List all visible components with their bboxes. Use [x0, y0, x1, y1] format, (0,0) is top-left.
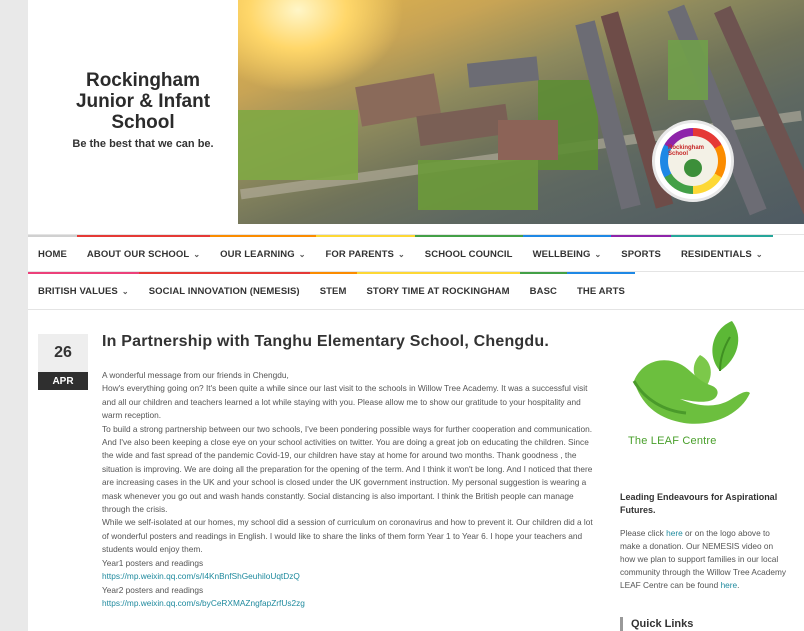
sidebar-text-part: Please click [620, 528, 667, 538]
post-paragraph: How's everything going on? It's been quite a while since our last visit to the schools in Willow Tree Academy. It was a successful visit and all our children and teachers learned a lot while staying with you. Please allow me to show our gratitude to your hospitality and warm reception. [102, 383, 588, 421]
nav-label: WELLBEING [532, 248, 591, 260]
nav-item-story-time[interactable] [357, 272, 520, 309]
school-tagline: Be the best that we can be. [72, 138, 214, 150]
nav-item-for-parents[interactable] [316, 235, 415, 271]
school-badge-logo [652, 120, 734, 202]
nav-label: SCHOOL COUNCIL [424, 248, 513, 260]
nav-label: BRITISH VALUES [38, 286, 118, 297]
sidebar [620, 315, 790, 592]
leaf-hand-icon [620, 315, 760, 435]
main-navigation [28, 234, 804, 310]
post-date-day: 26 [38, 334, 88, 372]
page [28, 0, 804, 631]
year2-link[interactable]: https://mp.weixin.qq.com/s/byCeRXMAZngfapZrfUs2zg [102, 597, 305, 608]
chevron-down-icon: ⌄ [594, 249, 602, 259]
nav-item-british-values[interactable] [28, 272, 139, 309]
donation-link[interactable]: here [666, 528, 683, 538]
post-date-month: APR [38, 372, 88, 390]
sidebar-heading: Leading Endeavours for Aspirational Futures. [620, 492, 778, 515]
sidebar-text-part: or on the logo above to make a donation. Our NEMESIS video on how we plan to support families in our local community through the Willow Tree Academy LEAF Centre can be found [620, 528, 787, 590]
nav-label: FOR PARENTS [325, 248, 394, 260]
nav-item-sports[interactable] [611, 235, 671, 271]
nav-label: HOME [38, 248, 67, 260]
chevron-down-icon: ⌄ [298, 249, 306, 259]
nav-label: SOCIAL INNOVATION (NEMESIS) [148, 286, 300, 297]
year1-link[interactable]: https://mp.weixin.qq.com/s/I4KnBnfShGeuhiloUqtDzQ [102, 571, 300, 582]
nav-item-social-innovation[interactable] [139, 272, 310, 309]
nav-item-our-learning[interactable] [210, 235, 315, 271]
post-paragraph: A wonderful message from our friends in Chengdu, [102, 370, 289, 380]
leaf-centre-logo[interactable] [620, 315, 760, 455]
nav-item-residentials[interactable] [671, 235, 773, 271]
chevron-down-icon: ⌄ [755, 249, 763, 259]
post-paragraph: Year2 posters and readings [102, 584, 204, 595]
tree-icon [684, 159, 702, 177]
quick-links-heading: Quick Links [620, 617, 693, 631]
nav-label: THE ARTS [576, 286, 625, 297]
nav-row-1 [28, 234, 804, 272]
nav-label: BASC [529, 286, 557, 297]
chevron-down-icon: ⌄ [121, 287, 129, 296]
post-paragraph: To build a strong partnership between our two schools, I've been pondering possible ways for further cooperation and communication. And I've also been keeping a close eye on your school activities on twitter. You are doing a great job on educating the children. Since the wide and fast spread of the pandemic Covid-19, our children have stay at home for around two months. Thank goodness , the situation is improving. We are doing all the preparation for the opening of the term. And I think it won't be long. And I noticed that there are increasing cases in the UK and your school is closed under the UK government instruction. My personal suggestion is wearing a mask whenever you go out and wash hands constantly. Social distancing is also important. I think the British people can manage through the crisis. [102, 423, 593, 515]
nav-row-2 [28, 272, 804, 310]
nav-label: RESIDENTIALS [680, 248, 752, 260]
post-title[interactable]: In Partnership with Tanghu Elementary School, Chengdu. [102, 333, 549, 350]
leaf-centre-caption: The LEAF Centre [628, 435, 717, 447]
sidebar-text [620, 527, 790, 592]
nav-label: SPORTS [621, 248, 661, 260]
chevron-down-icon: ⌄ [397, 249, 405, 259]
school-name-line1: Rockingham [85, 70, 201, 91]
site-brand[interactable] [48, 70, 238, 150]
badge-text: Rockingham School [668, 145, 705, 157]
nav-item-the-arts[interactable] [567, 272, 635, 309]
nav-item-school-council[interactable] [415, 235, 523, 271]
nav-item-wellbeing[interactable] [523, 235, 612, 271]
nav-label: ABOUT OUR SCHOOL [86, 248, 190, 260]
header-banner-image [238, 0, 804, 224]
sidebar-text-part: . [737, 580, 740, 590]
post-paragraph: Year1 posters and readings [102, 557, 204, 568]
nav-label: STORY TIME AT ROCKINGHAM [366, 286, 510, 297]
chevron-down-icon: ⌄ [193, 249, 201, 259]
school-name-line2: Junior & Infant [75, 91, 211, 112]
nav-label: OUR LEARNING [220, 248, 295, 260]
nav-item-home[interactable] [28, 235, 77, 271]
post-body [102, 369, 600, 610]
nemesis-video-link[interactable]: here [720, 580, 738, 590]
school-name-line3: School [111, 112, 175, 133]
nav-item-about-our-school[interactable] [77, 235, 210, 271]
site-header [28, 0, 804, 226]
post-paragraph: While we self-isolated at our homes, my school did a session of curriculum on coronavirus and how to prevent it. Our children did a lot of wonderful posters and readings in English. I would like to share the links of them form Year 1 to Year 6. I hope your teachers and students would enjoy them. [102, 517, 593, 555]
post-date-badge [38, 334, 88, 390]
nav-item-stem[interactable] [310, 272, 357, 309]
nav-label: STEM [319, 286, 347, 297]
nav-item-basc[interactable] [520, 272, 567, 309]
